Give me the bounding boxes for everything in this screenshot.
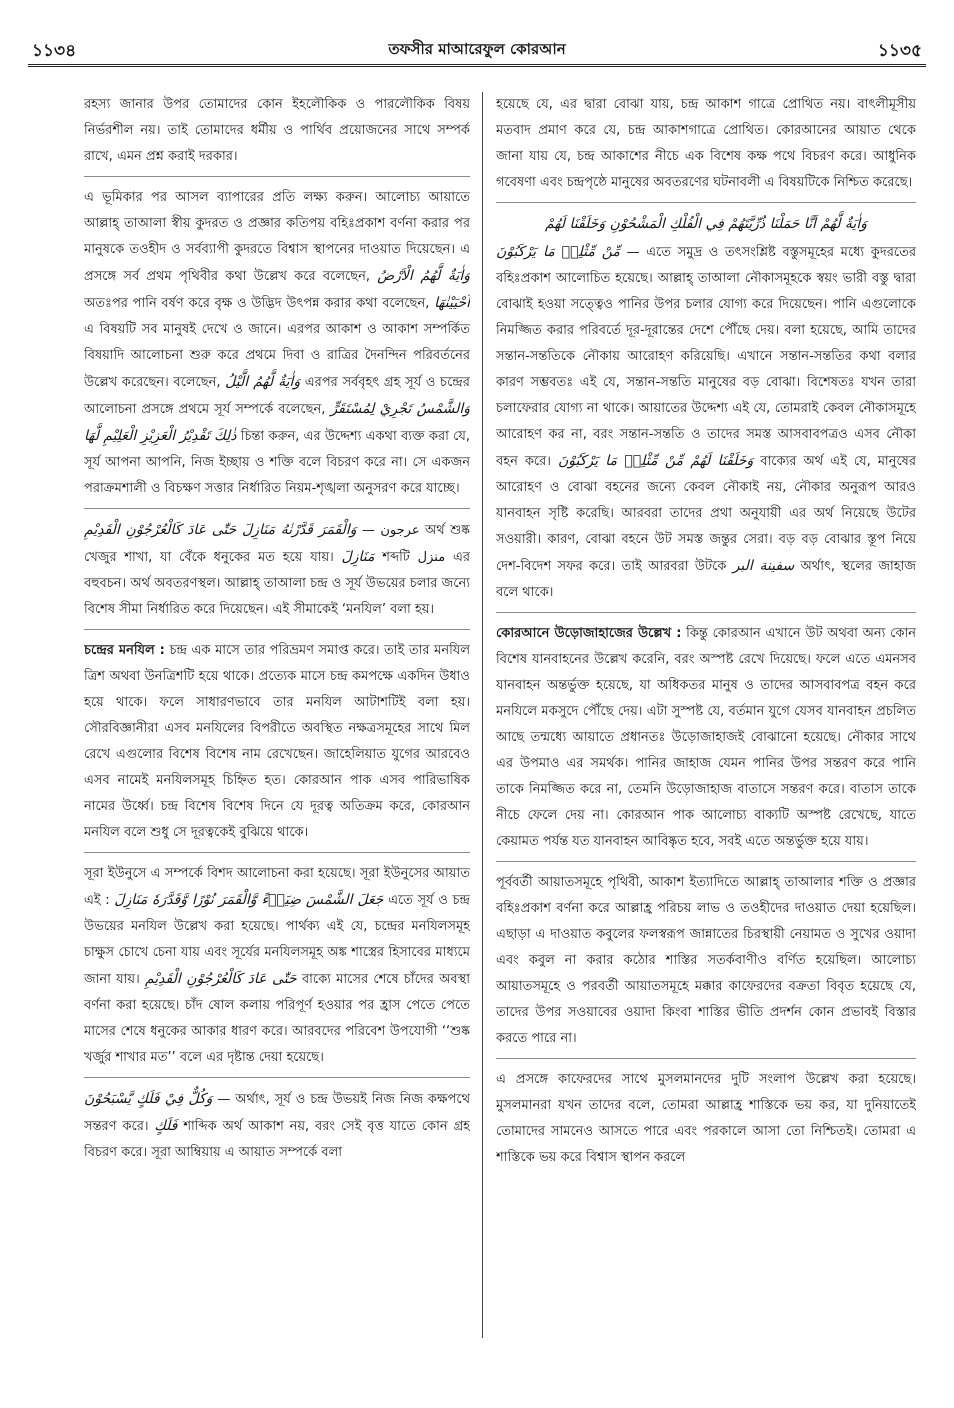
paragraph xyxy=(496,211,916,613)
column-divider xyxy=(482,92,483,1338)
page-number-left: ১১৩৪ xyxy=(32,41,77,61)
arabic-verse: حَتّٰى عَادَ كَالْعُرْجُوْنِ الْقَدِيْمِ xyxy=(144,971,297,987)
body-text: রহস্য জানার উপর তোমাদের কোন ইহলৌকিক ও পারলৌকিক বিষয় নির্ভরশীল নয়। তাই তোমাদের ধর্মীয় ও পার্থিব প্রয়োজনের সাথে সম্পর্ক রাখে, এমন প্রশ্ন করাই দরকার। xyxy=(84,97,470,164)
paragraph xyxy=(84,1086,470,1172)
arabic-verse: ذٰلِكَ تَقْدِيْرُ الْعَزِيْزِ الْعَلِيْمِ xyxy=(103,428,237,444)
body-text: কিন্তু কোরআন এখানে উট অথবা অন্য কোন বিশেষ যানবাহনের উল্লেখ করেনি, বরং অস্পষ্ট রেখে দিয়েছে। ফলে এতে এমনসব যানবাহন অন্তর্ভুক্ত হয়েছে, যা অধিকতর মানুষ ও তাদের আসবাবপত্র বহন করে মনযিলে মকসুদে পৌঁছে দেয়। এটা সুস্পষ্ট যে, বর্তমান যুগে যেসব যানবাহন প্রচলিত আছে তন্মধ্যে আয়াতে প্রধানতঃ উড়োজাহাজই বোঝানো হয়েছে। নৌকার সাথে এর উপমাও এর সমর্থক। পানির জাহাজ যেমন পানির উপর সন্তরণ করে পানি তাকে নিমজ্জিত করে না, তেমনি উড়োজাহাজ বাতাসে সন্তরণ করে। বাতাস তাকে নীচে ফেলে দেয় না। কোরআন পাক আলোচ্য বাক্যটি অস্পষ্ট রেখেছে, যাতে কেয়ামত পর্যন্ত যত যানবাহন আবিষ্কৃত হবে, সবই এতে অন্তর্ভুক্ত হয়ে যায়। xyxy=(496,626,916,849)
body-text: এতে সূর্য ও চন্দ্র উভয়ের মনযিল উল্লেখ করা হয়েছে। পার্থক্য এই যে, চন্দ্রের মনযিলসমূহ চাক্ষুস চোখে চেনা যায় এবং সূর্যের মনযিলসমূহ অঙ্ক শাস্ত্রের হিসাবের মাধ্যমে জানা যায়। xyxy=(84,893,470,987)
body-text: পূর্ববর্তী আয়াতসমূহে পৃথিবী, আকাশ ইত্যাদিতে আল্লাহ্ তাআলার শক্তি ও প্রজ্ঞার বহিঃপ্রকাশ বর্ণনা করে আল্লাহ্র পরিচয় লাভ ও তওহীদের দাওয়াত দেয়া হয়েছিল। এছাড়া এ দাওয়াত কবুলের ফলস্বরূপ জান্নাতের চিরস্থায়ী নেয়ামত ও সুখের ওয়াদা এবং কবুল না করার কঠোর শাস্তির সতর্কবাণীও বর্ণিত হয়েছিল। আলোচ্য আয়াতসমূহে ও পরবর্তী আয়াতসমূহে মক্কার কাফেরদের বক্রতা বিবৃত হয়েছে যে, তাদের উপর সওয়াবের ওয়াদা কিংবা শাস্তির ভীতি প্রদর্শন কোন প্রভাবই বিস্তার করতে পারে না। xyxy=(496,875,916,1046)
body-text: এ বিষয়টি সব মানুষই দেখে ও জানে। এরপর আকাশ ও আকাশ সম্পর্কিত বিষয়াদি আলোচনা শুরু করে প্রথমে দিবা ও রাত্রির দৈনন্দিন পরিবর্তনের উল্লেখ করেছেন। বলেছেন, xyxy=(84,322,470,390)
paragraph xyxy=(84,861,470,1078)
paragraph xyxy=(84,638,470,853)
arabic-verse: سفينة البر xyxy=(732,558,795,574)
body-text: — অর্থাৎ, সূর্য ও চন্দ্র উভয়ই নিজ নিজ কক্ষপথে সন্তরণ করে। xyxy=(84,1092,470,1134)
paragraph xyxy=(84,92,470,177)
body-text: শাব্দিক অর্থ আকাশ নয়, বরং সেই বৃত্ত যাতে কোন গ্রহ বিচরণ করে। সূরা আম্বিয়ায় এ আয়াত সম্পর্কে বলা xyxy=(84,1119,470,1160)
body-text: এ ভূমিকার পর আসল ব্যাপারের প্রতি লক্ষ্য করুন। আলোচ্য আয়াতে আল্লাহ্ তাআলা স্বীয় কুদরত ও প্রজ্ঞার কতিপয় বহিঃপ্রকাশ বর্ণনা করার পর মানুষকে তওহীদ ও সর্বব্যাপী কুদরতে বিশ্বাস স্থাপনের দাওয়াত দিয়েছেন। এ প্রসঙ্গে সর্ব প্রথম পৃথিবীর কথা উল্লেখ করে বলেছেন, xyxy=(84,190,470,284)
section-heading: চন্দ্রের মনযিল : xyxy=(84,643,165,658)
arabic-verse: وَاٰيَةٌ لَّهُمُ الْاَرْضُ xyxy=(377,268,470,284)
right-column xyxy=(496,92,916,1348)
arabic-verse: وَخَلَقْنَا لَهُمْ مِّنْ مِّثْلِهٖ مَا يَرْكَبُوْنَ xyxy=(557,453,754,469)
arabic-verse: مِّنْ مِّثْلِهٖ مَا يَرْكَبُوْنَ xyxy=(496,244,620,260)
page-header xyxy=(28,34,926,70)
section-heading: কোরআনে উড়োজাহাজের উল্লেখ : xyxy=(496,626,682,641)
paragraph xyxy=(496,621,916,862)
body-text: শব্দটি منزل এর বহুবচন। অর্থ অবতরণস্থল। আল্লাহ্ তাআলা চন্দ্র ও সূর্য উভয়ের চলার জন্যে বিশেষ সীমা নির্ধারিত করে দিয়েছেন। এই সীমাকেই ‘মনযিল’ বলা হয়। xyxy=(84,550,470,617)
paragraph xyxy=(84,517,470,630)
body-text: চন্দ্র এক মাসে তার পরিভ্রমণ সমাপ্ত করে। তাই তার মনযিল ত্রিশ অথবা উনত্রিশটি হয়ে থাকে। প্রত্যেক মাসে চন্দ্র কমপক্ষে একদিন উধাও হয়ে থাকে। ফলে সাধারণভাবে তার মনযিল আটাশটিই বলা হয়। সৌরবিজ্ঞানীরা এসব মনযিলের বিপরীতে অবস্থিত নক্ষত্রসমূহের সাথে মিল রেখে এগুলোর বিশেষ বিশেষ নাম রেখেছেন। জাহেলিয়াত যুগের আরবেও এসব নামেই মনযিলসমূহ চিহ্নিত হত। কোরআন পাক এসব পারিভাষিক নামের উর্ধ্বে। চন্দ্র বিশেষ বিশেষ দিনে যে দূরত্ব অতিক্রম করে, কোরআন মনযিল বলে শুধু সে দূরত্বকেই বুঝিয়ে থাকে। xyxy=(84,643,470,840)
paragraph xyxy=(496,92,916,203)
header-rule xyxy=(28,64,926,67)
paragraph xyxy=(496,870,916,1059)
page-number-right: ১১৩৫ xyxy=(877,41,922,61)
body-text: হয়েছে যে, এর দ্বারা বোঝা যায়, চন্দ্র আকাশ গাত্রে প্রোথিত নয়। বাৎলীমূসীয় মতবাদ প্রমাণ করে যে, চন্দ্র আকাশগাত্রে প্রোথিত। কোরআনের আয়াত থেকে জানা যায় যে, চন্দ্র আকাশের নীচে এক বিশেষ কক্ষ পথে বিচরণ করে। আধুনিক গবেষণা এবং চন্দ্রপৃষ্ঠে মানুষের অবতরণের ঘটনাবলী এ বিষয়টিকে নিশ্চিত করেছে। xyxy=(496,97,916,190)
paragraph xyxy=(84,185,470,509)
arabic-verse: وَالْقَمَرَ قَدَّرْنٰهُ مَنَازِلَ حَتّٰى عَادَ كَالْعُرْجُوْنِ الْقَدِيْمِ xyxy=(84,522,357,538)
body-text: সূরা ইউনুসে এ সম্পর্কে বিশদ আলোচনা করা হয়েছে। সূরা ইউনুসের আয়াত এই : xyxy=(84,866,470,908)
body-text: এ প্রসঙ্গে কাফেরদের সাথে মুসলমানদের দুটি সংলাপ উল্লেখ করা হয়েছে। মুসলমানরা যখন তাদের বলে, তোমরা আল্লাহ্র শাস্তিকে ভয় কর, যা দুনিয়াতেই তোমাদের সামনেও আসতে পারে এবং পরকালে আসা তো নিশ্চিতই। তোমরা এ শাস্তিকে ভয় করে বিশ্বাস স্থাপন করলে xyxy=(496,1072,916,1165)
arabic-verse: جَعَلَ الشَّمْسَ ضِيَاۤءً وَّالْقَمَرَ نُوْرًا وَّقَدَّرَهٗ مَنَازِلَ xyxy=(114,892,384,908)
arabic-verse: مَنَازِلَ xyxy=(341,549,375,565)
body-text: অর্থাৎ, স্থলের জাহাজ বলে থাকে। xyxy=(496,559,916,600)
paragraph xyxy=(496,1067,916,1177)
body-text: — এতে সমুদ্র ও তৎসংশ্লিষ্ট বস্তুসমূহের মধ্যে কুদরতের বহিঃপ্রকাশ আলোচিত হয়েছে। আল্লাহ্ তাআলা নৌকাসমূহকে স্বয়ং ভারী বস্তু দ্বারা বোঝাই হওয়া সত্ত্বেও পানির উপর চলার যোগ্য করে দিয়েছেন। পানি এগুলোকে নিমজ্জিত করার পরিবর্তে দূর-দূরান্তের দেশে পৌঁছে দেয়। বলা হয়েছে, আমি তাদের সন্তান-সন্ততিকে নৌকায় আরোহণ করিয়েছি। এখানে সন্তান-সন্ততির কথা বলার কারণ সম্ভবতঃ এই যে, সন্তান-সন্ততি মানুষের বড় বোঝা। বিশেষতঃ যখন তারা চলাফেরার যোগ্য না থাকে। আয়াতের উদ্দেশ্য এই যে, তোমরাই কেবল নৌকাসমূহে আরোহণ কর না, বরং সন্তান-সন্ততি ও তাদের সমস্ত আসবাবপত্রও এসব নৌকা বহন করে। xyxy=(496,245,916,469)
body-text: — عرجون অর্থ শুষ্ক খেজুর শাখা, যা বেঁকে ধনুকের মত হয়ে যায়। xyxy=(84,523,470,565)
body-text: এরপর সর্ববৃহৎ গ্রহ সূর্য ও চন্দ্রের আলোচনা প্রসঙ্গে প্রথমে সূর্য সম্পর্কে বলেছেন, xyxy=(84,375,470,417)
arabic-verse: اَحْيَيْنٰهَا xyxy=(434,295,470,311)
arabic-verse-block: وَاٰيَةٌ لَّهُمْ اَنَّا حَمَلْنَا ذُرِّيَّتَهُمْ فِي الْفُلْكِ الْمَشْحُوْنِ وَخَلَقْنَا لَهُمْ xyxy=(545,216,867,232)
body-text: অতঃপর পানি বর্ষণ করে বৃক্ষ ও উদ্ভিদ উৎপন্ন করার কথা বলেছেন, xyxy=(84,296,430,311)
arabic-verse: فَلَكٍ xyxy=(154,1118,178,1134)
body-text: চিন্তা করুন, এর উদ্দেশ্য একথা ব্যক্ত করা যে, সূর্য আপনা আপনি, নিজ ইচ্ছায় ও শক্তি বলে বিচরণ করে না। সে একজন পরাক্রমশালী ও বিচক্ষণ সত্তার নির্ধারিত নিয়ম-শৃঙ্খলা অনুসরণ করে যাচ্ছে। xyxy=(84,429,470,496)
running-title: তফসীর মাআরেফুল কোরআন xyxy=(388,40,566,58)
body-text: বাক্যের অর্থ এই যে, মানুষের আরোহণ ও বোঝা বহনের জন্যে কেবল নৌকাই নয়, নৌকার অনুরূপ আরও যানবাহন সৃষ্টি করেছি। আরবরা তাদের প্রথা অনুযায়ী এর অর্থ নিয়েছে উটের সওয়ারী। কারণ, বোঝা বহনে উট সমস্ত জন্তুর সেরা। বড় বড় বোঝার স্তূপ নিয়ে দেশ-বিদেশ সফর করে। তাই আরবরা উটকে xyxy=(496,454,916,574)
arabic-verse: وَاٰيَةٌ لَّهُمُ الَّيْلُ xyxy=(225,374,301,390)
body-text: বাক্যে মাসের শেষে চাঁদের অবস্থা বর্ণনা করা হয়েছে। চাঁদ ষোল কলায় পরিপূর্ণ হওয়ার পর হ্রাস পেতে পেতে মাসের শেষে ধনুকের আকার ধারণ করে। আরবদের পরিবেশ উপযোগী ‘‘শুষ্ক খর্জুর শাখার মত’’ বলে এর দৃষ্টান্ত দেয়া হয়েছে। xyxy=(84,972,470,1065)
arabic-verse: وَالشَّمْسُ تَجْرِيْ لِمُسْتَقَرٍّ لَّهَا xyxy=(84,401,470,444)
left-column xyxy=(84,92,470,1348)
arabic-verse: وَكُلٌّ فِيْ فَلَكٍ يَّسْبَحُوْنَ xyxy=(84,1091,213,1107)
